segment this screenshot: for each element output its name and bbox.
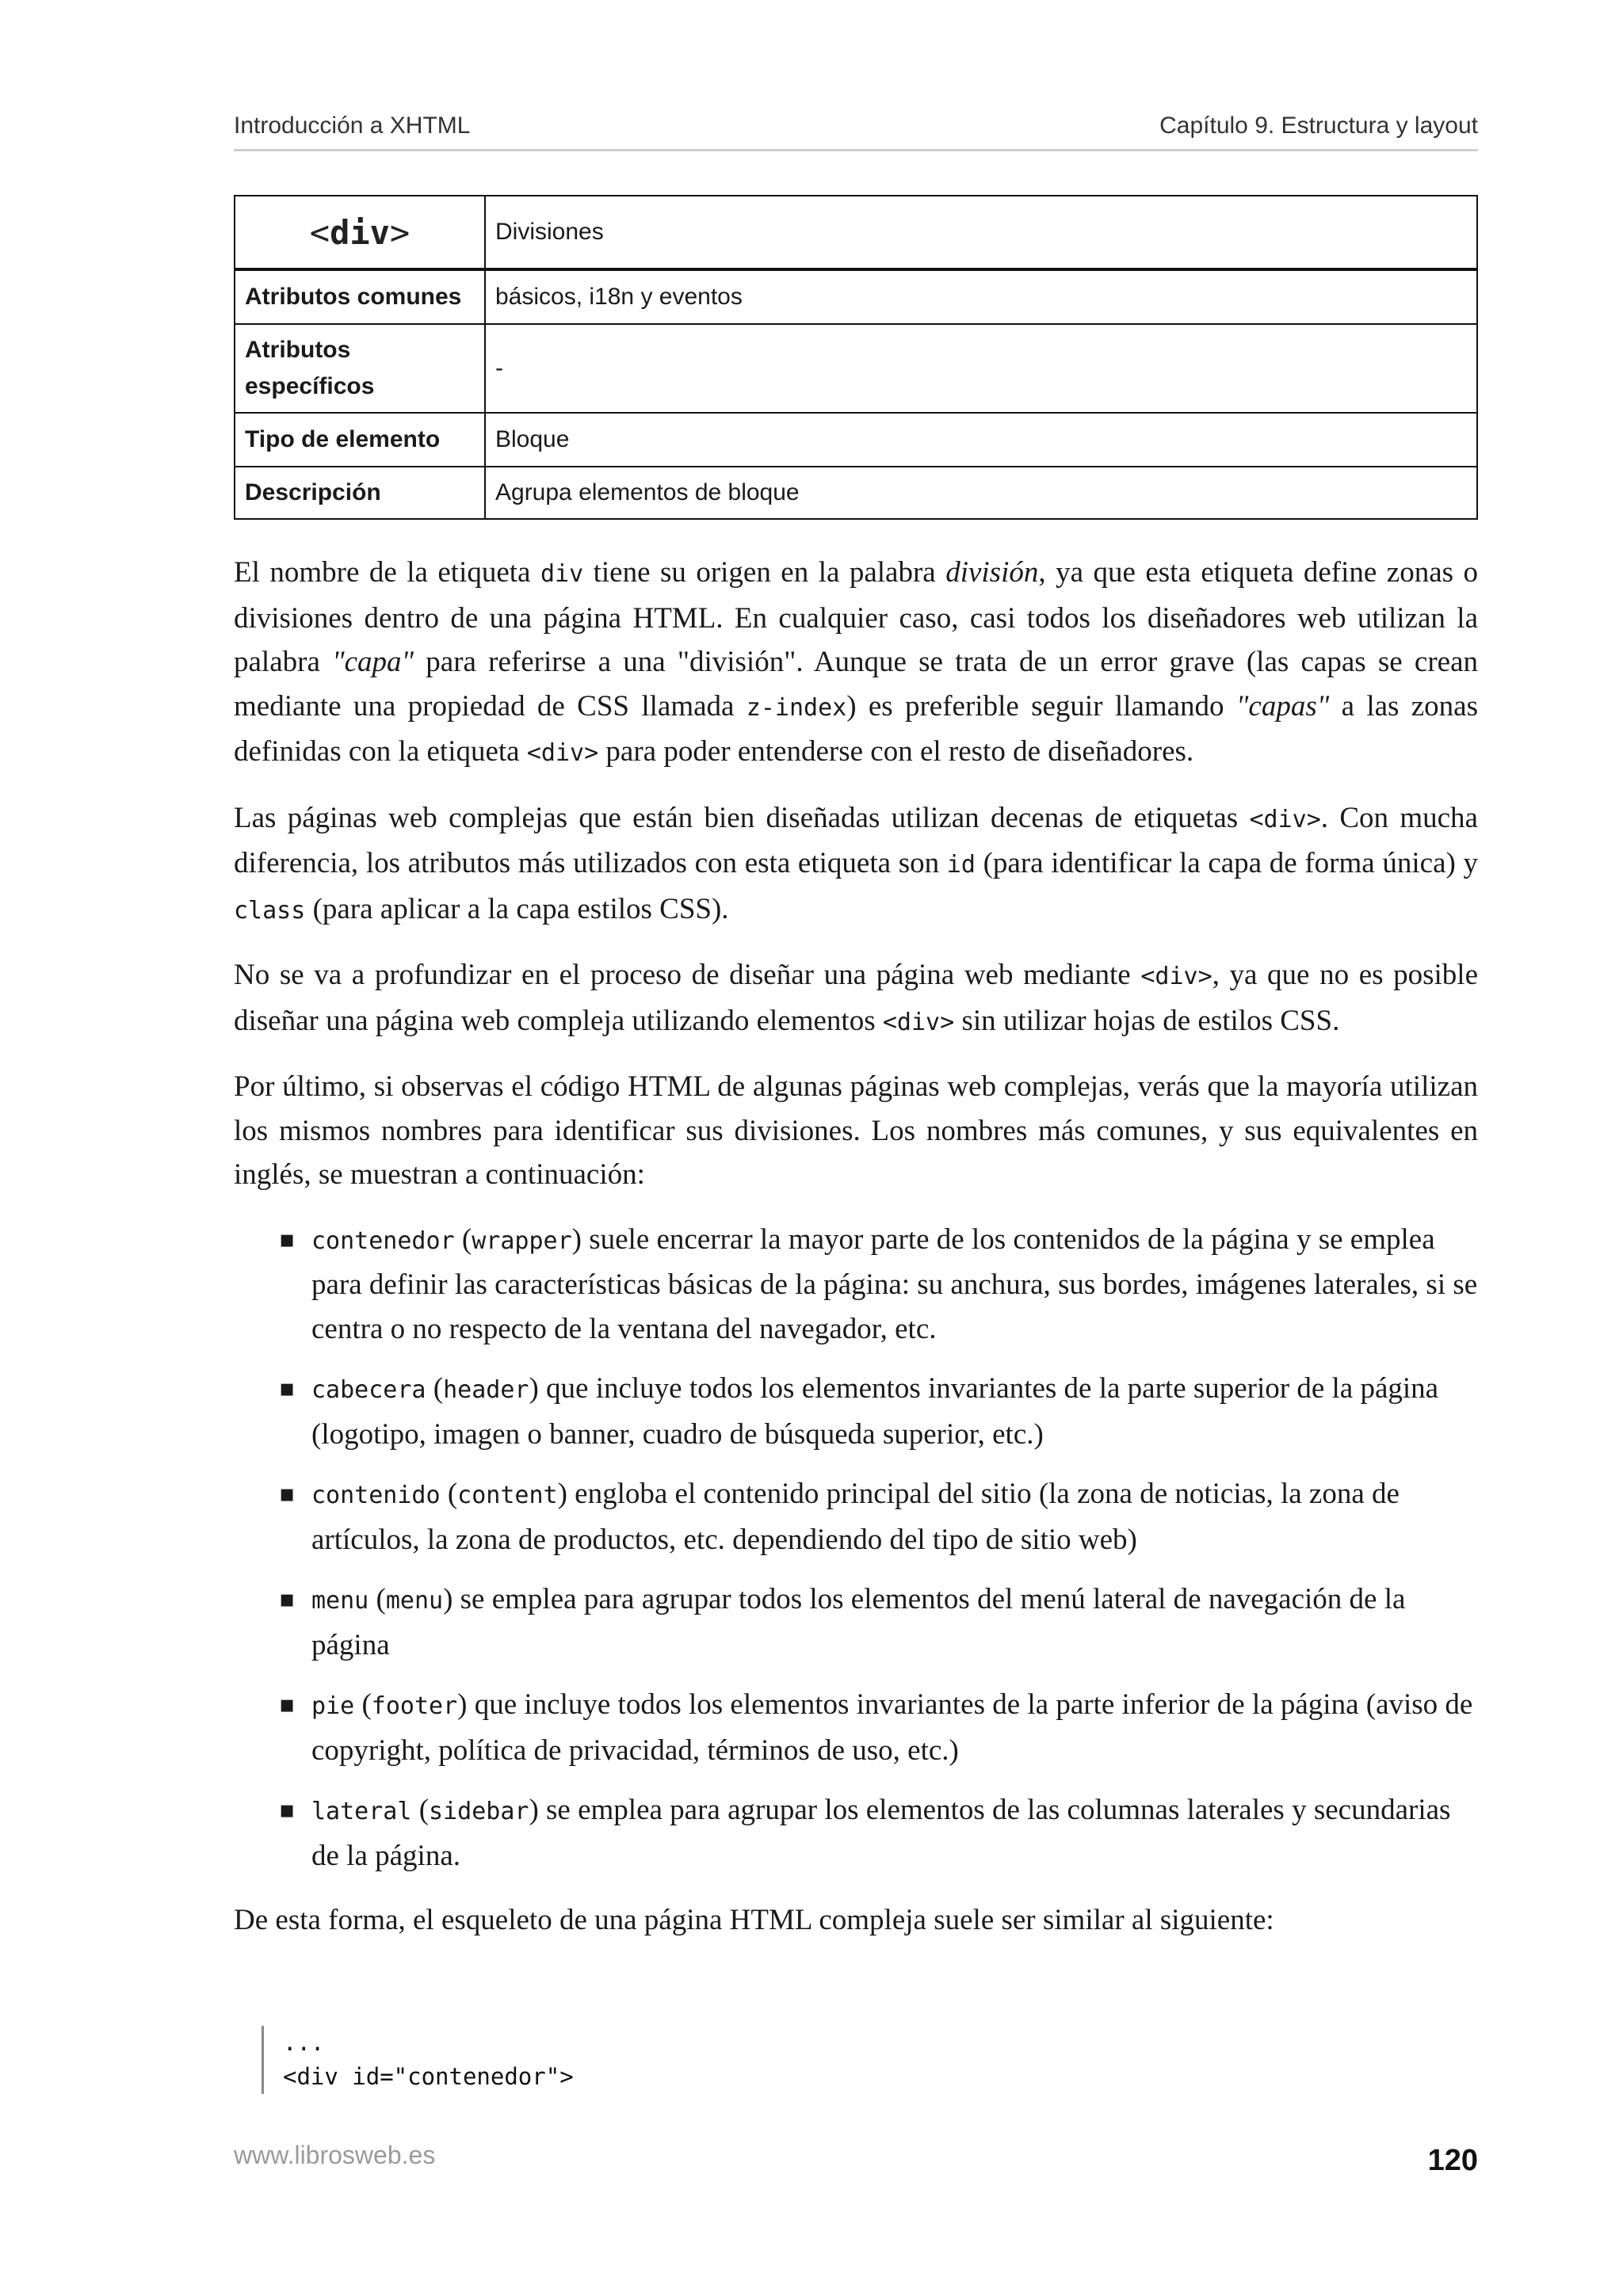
text: ( [454, 1222, 472, 1256]
inline-code: footer [371, 1692, 458, 1720]
body-content [234, 551, 1478, 1963]
text: ) suele encerrar la mayor parte de los contenidos de la página y se emplea para definir las características básicas de la página: su anchura, sus bordes, imágenes laterales, si se centra o no respecto de la ventana del navegador, etc. [311, 1222, 1478, 1345]
list-item [279, 1472, 1478, 1562]
row-value: básicos, i18n y eventos [485, 269, 1477, 324]
bullet-icon: ▪ [279, 1225, 296, 1253]
text: ) es preferible seguir llamando [846, 689, 1236, 723]
row-key-line: Atributos [245, 337, 351, 363]
table-header-row [235, 196, 1477, 269]
text: . Con mucha diferencia, los atributos más utilizados con esta etiqueta son [234, 801, 1478, 879]
paragraph-skeleton-intro: De esta forma, el esqueleto de una página HTML compleja suele ser similar al siguiente: [234, 1904, 1274, 1936]
row-key: Descripción [235, 467, 485, 519]
row-key: Atributos comunes [235, 269, 485, 324]
paragraph-common-names: Por último, si observas el código HTML de algunas páginas web complejas, verás que la mayoría utilizan los mismos nombres para identificar sus divisiones. Los nombres más comunes, y sus equivalentes en inglés, se muestran a continuación: [234, 1070, 1478, 1191]
text: ) que incluye todos los elementos invariantes de la parte inferior de la página (aviso de copyright, política de privacidad, términos de uso, etc.) [311, 1688, 1473, 1767]
row-value: Bloque [485, 413, 1477, 467]
inline-code: sidebar [429, 1798, 529, 1825]
paragraph-no-profundizar [234, 953, 1478, 1044]
text: No se va a profundizar en el proceso de diseñar una página web mediante [234, 959, 1141, 991]
row-key: Tipo de elemento [235, 413, 485, 467]
inline-code: <div> [1249, 805, 1321, 833]
inline-code: <div> [882, 1008, 955, 1036]
tag-description: Divisiones [485, 196, 1477, 269]
text: , ya que no es posible diseñar una página web compleja utilizando elementos [234, 959, 1479, 1037]
list-item [279, 1367, 1478, 1456]
text: para poder entenderse con el resto de diseñadores. [598, 735, 1194, 768]
text: El nombre de la etiqueta [234, 556, 540, 589]
code-line: ... [283, 2029, 325, 2056]
table-row [235, 467, 1477, 519]
text: (para identificar la capa de forma única) y [975, 847, 1478, 879]
tag-reference-table [234, 195, 1478, 520]
bullet-icon: ▪ [279, 1375, 296, 1402]
row-value: - [485, 324, 1477, 413]
inline-code: <div> [1140, 963, 1212, 990]
list-item [279, 1683, 1478, 1772]
inline-code: menu [311, 1587, 369, 1615]
list-item [279, 1788, 1478, 1878]
table-row [235, 324, 1477, 413]
bullet-icon: ▪ [279, 1796, 296, 1824]
row-key-line: específicos [245, 373, 375, 399]
emphasis: "capas" [1235, 689, 1330, 723]
inline-code: contenedor [311, 1226, 455, 1255]
chapter-title: Capítulo 9. Estructura y layout [1159, 113, 1478, 139]
list-item [279, 1577, 1478, 1667]
text: Las páginas web complejas que están bien diseñadas utilizan decenas de etiquetas [234, 801, 1250, 834]
text: ) engloba el contenido principal del sitio (la zona de noticias, la zona de artículos, la zona de productos, etc. dependiendo del tipo de sitio web) [311, 1478, 1400, 1556]
inline-code: contenido [311, 1482, 441, 1509]
inline-code: id [946, 851, 976, 879]
tag-close-bracket: > [389, 212, 411, 252]
text: sin utilizar hojas de estilos CSS. [954, 1004, 1340, 1037]
row-value: Agrupa elementos de bloque [485, 467, 1477, 519]
paragraph-origin [234, 551, 1478, 776]
emphasis: "capa" [332, 646, 414, 678]
book-title: Introducción a XHTML [234, 113, 471, 139]
table-row [235, 413, 1477, 467]
inline-code: menu [385, 1587, 444, 1615]
inline-code: div [540, 560, 584, 588]
text: ( [369, 1583, 386, 1615]
inline-code: wrapper [472, 1226, 572, 1255]
tag-name-cell [235, 196, 485, 269]
code-block [262, 2026, 574, 2094]
inline-code: class [234, 896, 306, 925]
text: ( [354, 1688, 372, 1721]
text: ( [426, 1372, 444, 1405]
text: ( [411, 1794, 430, 1826]
text: (para aplicar a la capa estilos CSS). [305, 892, 729, 925]
text: ( [440, 1478, 458, 1510]
row-key [235, 324, 485, 413]
text: ) que incluye todos los elementos invariantes de la parte superior de la página (logotipo, imagen o banner, cuadro de búsqueda superior, etc.) [311, 1372, 1439, 1451]
paragraph-attributes [234, 796, 1478, 933]
text: ) se emplea para agrupar todos los elementos del menú lateral de navegación de la página [311, 1583, 1406, 1661]
division-names-list [234, 1218, 1478, 1878]
list-item [279, 1218, 1478, 1352]
tag-name: div [330, 212, 390, 252]
text: , ya que esta etiqueta define zonas o divisiones dentro de una página HTML. En cualquier caso, casi todos los diseñadores web utilizan la palabra [234, 556, 1478, 678]
inline-code: content [457, 1482, 558, 1509]
text: tiene su origen en la palabra [583, 556, 946, 589]
tag-open-bracket: < [309, 212, 330, 252]
inline-code: z-index [746, 693, 847, 722]
footer-url: www.librosweb.es [234, 2141, 436, 2169]
inline-code: <div> [526, 739, 599, 767]
inline-code: cabecera [311, 1376, 426, 1404]
text: ) se emplea para agrupar los elementos de las columnas laterales y secundarias de la página. [311, 1794, 1451, 1872]
running-header [234, 109, 1478, 151]
inline-code: header [443, 1376, 529, 1404]
inline-code: lateral [311, 1798, 412, 1825]
bullet-icon: ▪ [279, 1585, 296, 1613]
page-number: 120 [1427, 2144, 1478, 2177]
inline-code: pie [311, 1692, 355, 1720]
table-row [235, 269, 1477, 324]
text: a las zonas definidas con la etiqueta [234, 689, 1478, 768]
bullet-icon: ▪ [279, 1691, 296, 1718]
emphasis: división [945, 556, 1039, 589]
bullet-icon: ▪ [279, 1480, 296, 1508]
text: para referirse a una "división". Aunque se trata de un error grave (las capas se crean mediante una propiedad de CSS llamada [234, 646, 1478, 723]
code-line: <div id="contenedor"> [283, 2063, 574, 2090]
